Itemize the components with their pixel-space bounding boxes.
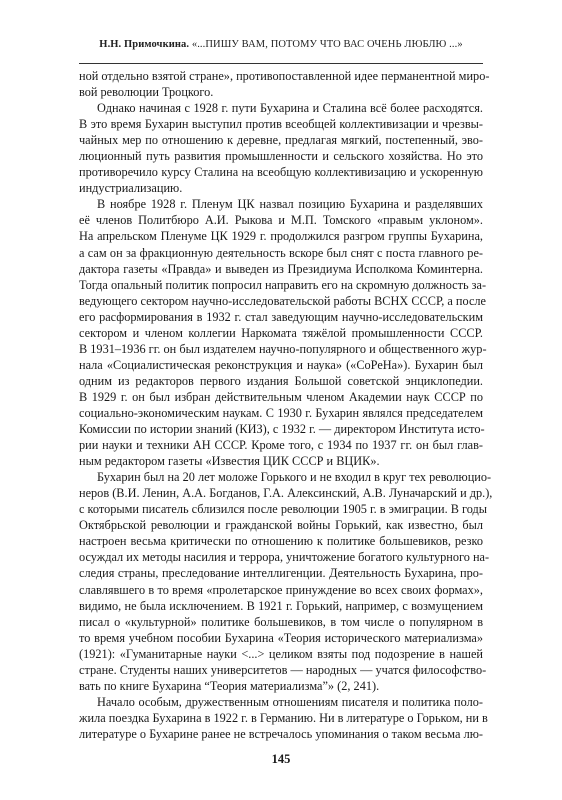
text-line: Однако начиная с 1928 г. пути Бухарина и Сталина всё более расходятся. — [97, 101, 483, 116]
running-header — [79, 39, 483, 50]
text-line: Тогда опальный политик попросил направить его на скромную должность за- — [79, 277, 487, 292]
text-line: одним из редакторов первого издания Большой советской энциклопедии. — [79, 373, 483, 388]
text-line: ведующего сектором научно-исследовательской работы ВСНХ СССР, а после — [79, 293, 487, 308]
text-line: то время учебном пособии Бухарина «Теория исторического материализма» — [79, 630, 483, 645]
text-line: а сам он за фракционную деятельность вскоре был снят с поста главного ре- — [79, 245, 483, 260]
text-line: вать по книге Бухарина “Теория материализма”» (2, 241). — [79, 678, 380, 693]
text-line: В 1931–1936 гг. он был издателем научно-популярного и общественного жур- — [79, 341, 487, 356]
text-line: рии науки и техники АН СССР. Кроме того, с 1934 по 1937 гг. он был глав- — [79, 438, 483, 453]
text-line: Бухарин был на 20 лет моложе Горького и не входил в круг тех революцио- — [97, 470, 492, 485]
text-line: настроен весьма критически по отношению к политике большевиков, резко — [79, 534, 483, 549]
text-line: В ноябре 1928 г. Пленум ЦК назвал позицию Бухарина и разделявших — [97, 197, 483, 212]
header-title: «...ПИШУ ВАМ, ПОТОМУ ЧТО ВАС ОЧЕНЬ ЛЮБЛЮ ...» — [191, 39, 463, 50]
text-line: видимо, не была исключением. В 1921 г. Горький, например, с возмущением — [79, 598, 483, 613]
text-line: с которыми писатель сблизился после революции 1905 г. в эмиграции. В годы — [79, 502, 488, 517]
text-line: осуждал их методы насилия и террора, уничтожение богатого культурного на- — [79, 550, 490, 565]
text-line: социально-экономическим наукам. С 1930 г. Бухарин являлся председателем — [79, 405, 483, 420]
text-line: В 1929 г. он был избран действительным членом Академии наук СССР по — [79, 389, 483, 404]
text-line: её членов Политбюро А.И. Рыкова и М.П. Томского «правым уклоном». — [79, 213, 483, 228]
text-line: дактора газеты «Правда» и выведен из Президиума Исполкома Коминтерна. — [79, 261, 483, 276]
text-line: На апрельском Пленуме ЦК 1929 г. продолжился разгром группы Бухарина, — [79, 229, 483, 244]
text-line: следия страны, преследование интеллигенции. Деятельность Бухарина, про- — [79, 566, 483, 581]
text-line: вой революции Троцкого. — [79, 85, 214, 100]
text-line: индустриализацию. — [79, 181, 183, 196]
text-line: славлявшего в то время «пролетарское принуждение во всех своих формах», — [79, 582, 483, 597]
text-line: (1921): «Гуманитарные науки <...> целиком взяты под подозрение в нашей — [79, 646, 483, 661]
page-number: 145 — [271, 752, 291, 766]
text-line: сектором и членом коллегии Наркомата тяжёлой промышленности СССР. — [79, 325, 483, 340]
text-line: стране. Студенты наших университетов — народных — учатся философство- — [79, 662, 487, 677]
header-author: Н.Н. Примочкина. — [99, 39, 190, 50]
text-line: Октябрьской революции и гражданской войны Горький, как известно, был — [79, 518, 483, 533]
text-line: ной отдельно взятой стране», противопоставленной идее перманентной миро- — [79, 69, 490, 83]
text-line: нала «Социалистическая реконструкция и наука» («СоРеНа»). Бухарин был — [79, 357, 483, 372]
text-line: его расформирования в 1932 г. стал заведующим научно-исследовательским — [79, 309, 483, 324]
text-line: противоречило курсу Сталина на всеобщую коллективизацию и ускоренную — [79, 165, 483, 180]
text-line: литературе о Бухарине ранее не встречалось упоминания о таком весьма лю- — [79, 726, 483, 741]
text-line: Начало особым, дружественным отношениям писателя и политика поло- — [97, 694, 483, 709]
text-line: люционный путь развития промышленности и сельского хозяйства. Но это — [79, 149, 483, 164]
text-line: жила поездка Бухарина в 1922 г. в Германию. Ни в литературе о Горьком, ни в — [79, 710, 488, 725]
text-line: чайных мер по отношению к деревне, предлагая мягкий, постепенный, эво- — [79, 133, 483, 148]
text-line: В это время Бухарин выступил против всеобщей коллективизации и чрезвы- — [79, 117, 483, 132]
header-rule — [79, 63, 483, 64]
text-line: неров (В.И. Ленин, А.А. Богданов, Г.А. Алексинский, А.В. Луначарский и др.), — [79, 486, 493, 501]
body-text — [79, 68, 493, 742]
text-line: Комиссии по истории знаний (КИЗ), с 1932 г. — директором Института исто- — [79, 422, 485, 437]
text-line: писал о «культурной» политике большевиков, в том числе о популярном в — [79, 614, 483, 629]
text-line: ным редактором газеты «Известия ЦИК СССР и ВЦИК». — [79, 454, 380, 469]
